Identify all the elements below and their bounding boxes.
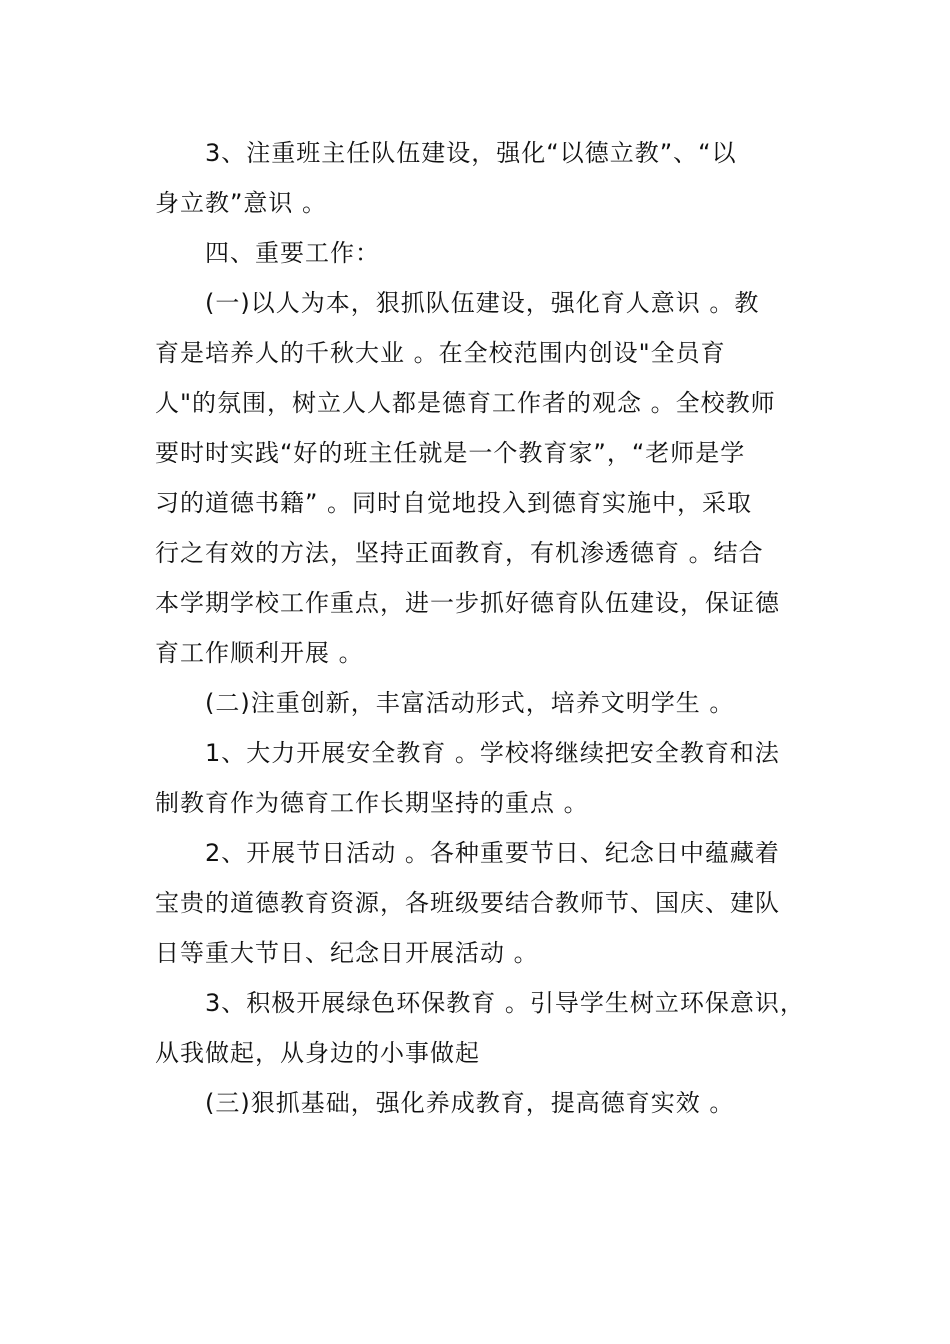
subsection-heading: (一)以人为本，狠抓队伍建设，强化育人意识 。教 — [205, 289, 760, 317]
text-line: 身立教”意识 。 — [155, 189, 328, 217]
text-line: 本学期学校工作重点，进一步抓好德育队伍建设，保证德 — [155, 589, 780, 617]
text-line: 制教育作为德育工作长期坚持的重点 。 — [155, 789, 589, 817]
text-line: 3、积极开展绿色环保教育 。引导学生树立环保意识， — [205, 989, 805, 1017]
text-line: 3、注重班主任队伍建设，强化“以德立教”、“以 — [205, 139, 737, 167]
text-line: 育是培养人的千秋大业 。在全校范围内创设"全员育 — [155, 339, 726, 367]
text-line: 宝贵的道德教育资源，各班级要结合教师节、国庆、建队 — [155, 889, 780, 917]
text-line: 习的道德书籍” 。同时自觉地投入到德育实施中，采取 — [155, 489, 753, 517]
subsection-heading: (三)狠抓基础，强化养成教育，提高德育实效 。 — [205, 1089, 735, 1117]
text-line: 从我做起，从身边的小事做起 — [155, 1039, 480, 1067]
text-line: 2、开展节日活动 。各种重要节日、纪念日中蕴藏着 — [205, 839, 780, 867]
text-line: 要时时实践“好的班主任就是一个教育家”，“老师是学 — [155, 439, 746, 467]
text-line: 日等重大节日、纪念日开展活动 。 — [155, 939, 539, 967]
subsection-heading: (二)注重创新，丰富活动形式，培养文明学生 。 — [205, 689, 735, 717]
text-line: 育工作顺利开展 。 — [155, 639, 364, 667]
text-line: 行之有效的方法，坚持正面教育，有机渗透德育 。结合 — [155, 539, 764, 567]
text-line: 人"的氛围，树立人人都是德育工作者的观念 。全校教师 — [155, 389, 776, 417]
text-line: 1、大力开展安全教育 。学校将继续把安全教育和法 — [205, 739, 780, 767]
section-heading: 四、重要工作： — [205, 239, 380, 267]
